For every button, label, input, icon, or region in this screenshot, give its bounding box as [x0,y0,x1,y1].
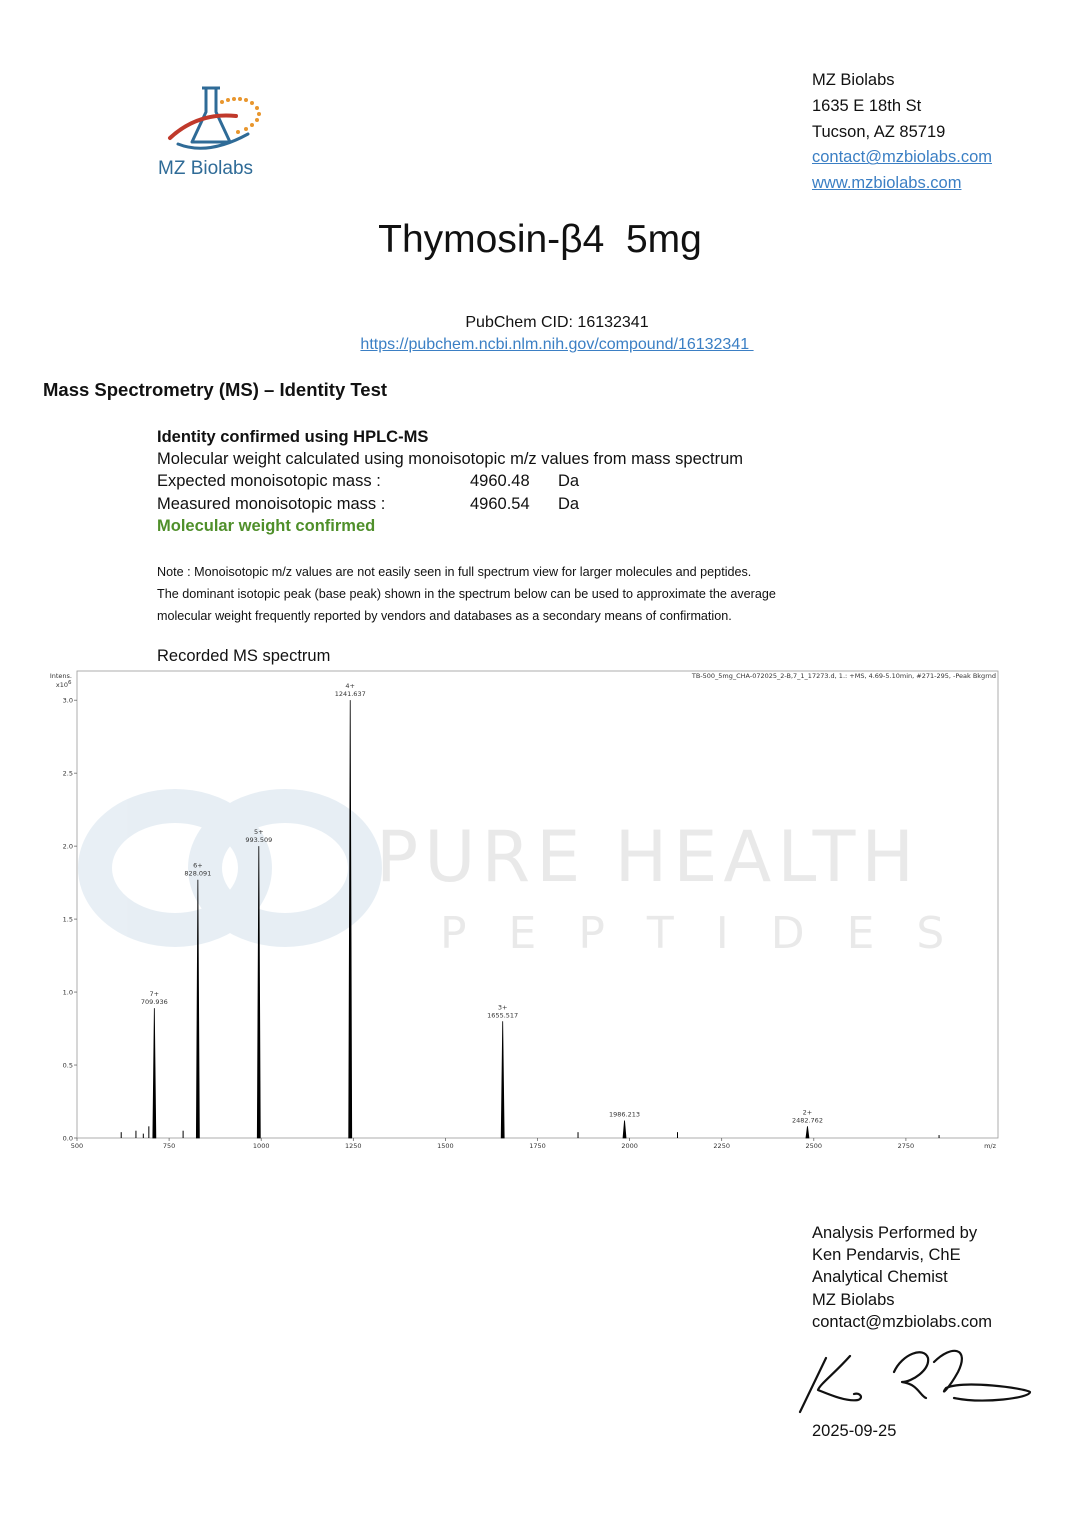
x-tick-label: 750 [162,1142,176,1150]
method-line: Identity confirmed using HPLC-MS [157,428,429,446]
y-axis-scale: x10 [55,681,68,689]
watermark-line1: PURE HEALTH [376,816,921,898]
company-name: MZ Biolabs [812,71,895,89]
expected-mass-row [157,470,743,492]
note-line: The dominant isotopic peak (base peak) shown in the spectrum below can be used to approximate the average [157,587,776,601]
x-tick-label: 1000 [252,1142,270,1150]
y-tick-label: 1.0 [62,988,73,997]
note-line: Note : Monoisotopic m/z values are not easily seen in full spectrum view for larger molecules and peptides. [157,565,752,579]
description-line: Molecular weight calculated using monoisotopic m/z values from mass spectrum [157,450,743,469]
analyst-email: contact@mzbiolabs.com [812,1312,992,1331]
y-tick-label: 3.0 [62,696,73,705]
peak-charge: 4+ [345,682,356,691]
peak-charge: 7+ [149,990,160,999]
peak-label: 709.936 [140,998,168,1007]
peak-charge: 3+ [497,1003,508,1012]
peak-charge: 2+ [802,1108,813,1117]
chart-header: TB-500_5mg_CHA-072025_2-B,7_1_17273.d, 1.: +MS, 4.69-5.10min, #271-295, -Peak Bkgrnd [691,672,996,680]
y-tick-label: 2.5 [62,769,73,778]
y-tick-label: 0.0 [62,1134,73,1143]
measured-mass-value: 4960.54 [470,494,530,513]
peak-label: 1241.637 [334,690,366,699]
x-axis-label: m/z [984,1142,996,1150]
result-confirmed: Molecular weight confirmed [157,516,376,535]
expected-mass-unit: Da [558,472,580,491]
spectrum-label: Recorded MS spectrum [157,647,331,665]
expected-mass-value: 4960.48 [470,472,530,491]
x-tick-label: 1250 [345,1142,362,1150]
peak-label: 828.091 [184,869,212,878]
logo-text: MZ Biolabs [158,158,254,179]
x-tick-label: 2750 [897,1142,915,1150]
x-tick-label: 500 [70,1142,84,1150]
analyst-company: MZ Biolabs [812,1290,895,1309]
y-tick-label: 2.0 [62,842,73,851]
peak [623,1120,626,1138]
peak [806,1126,809,1138]
y-axis-label: Intens. [49,672,72,680]
measured-mass-row [157,493,743,515]
ms-spectrum-chart [40,668,1050,1158]
signature-date: 2025-09-25 [812,1422,897,1440]
x-tick-label: 1750 [529,1142,546,1150]
email-link[interactable]: contact@mzbiolabs.com [812,148,992,167]
y-tick-label: 0.5 [62,1061,73,1070]
peak-label: 2482.762 [791,1116,823,1125]
address-city: Tucson, AZ 85719 [812,122,946,141]
measured-mass-unit: Da [558,494,580,513]
expected-mass-label: Expected monoisotopic mass : [157,472,381,491]
handwritten-signature [794,1338,1040,1422]
peak-label: 1986.213 [609,1110,641,1119]
x-tick-label: 2000 [621,1142,638,1150]
svg-text:x10 [56,681,68,689]
peak-charge: 6+ [193,861,203,870]
x-tick-label: 2500 [805,1142,823,1150]
pubchem-block [0,312,1080,356]
document-title: Thymosin-β4 5mg [378,218,702,261]
peak [349,700,352,1138]
x-tick-label: 2250 [713,1142,730,1150]
measured-mass-label: Measured monoisotopic mass : [157,494,386,513]
y-axis-exponent: 6 [68,680,72,686]
company-address [812,68,992,197]
note-block [157,561,957,627]
x-tick-label: 1500 [437,1142,454,1150]
watermark [95,806,986,959]
peak [153,1008,156,1138]
address-street: 1635 E 18th St [812,96,922,115]
infinity-logo [95,806,365,930]
website-link[interactable]: www.mzbiolabs.com [812,174,962,193]
watermark-line2: PEPTIDES [440,908,987,959]
identity-results [157,426,743,537]
peak-label: 993.509 [245,836,273,845]
section-heading: Mass Spectrometry (MS) – Identity Test [43,379,388,400]
pubchem-cid: PubChem CID: 16132341 [465,314,649,331]
pubchem-link[interactable]: https://pubchem.ncbi.nlm.nih.gov/compound/16132341 [360,336,754,353]
y-tick-label: 1.5 [62,915,73,924]
signoff-line: Analysis Performed by [812,1224,978,1242]
note-line: molecular weight frequently reported by vendors and databases as a secondary means of confirmation. [157,609,732,623]
analyst-name: Ken Pendarvis, ChE [812,1246,961,1265]
peak-label: 1655.517 [487,1011,519,1020]
peak-charge: 5+ [254,828,264,837]
peak [501,1021,504,1138]
analyst-signoff [812,1222,992,1333]
analyst-title: Analytical Chemist [812,1268,948,1287]
